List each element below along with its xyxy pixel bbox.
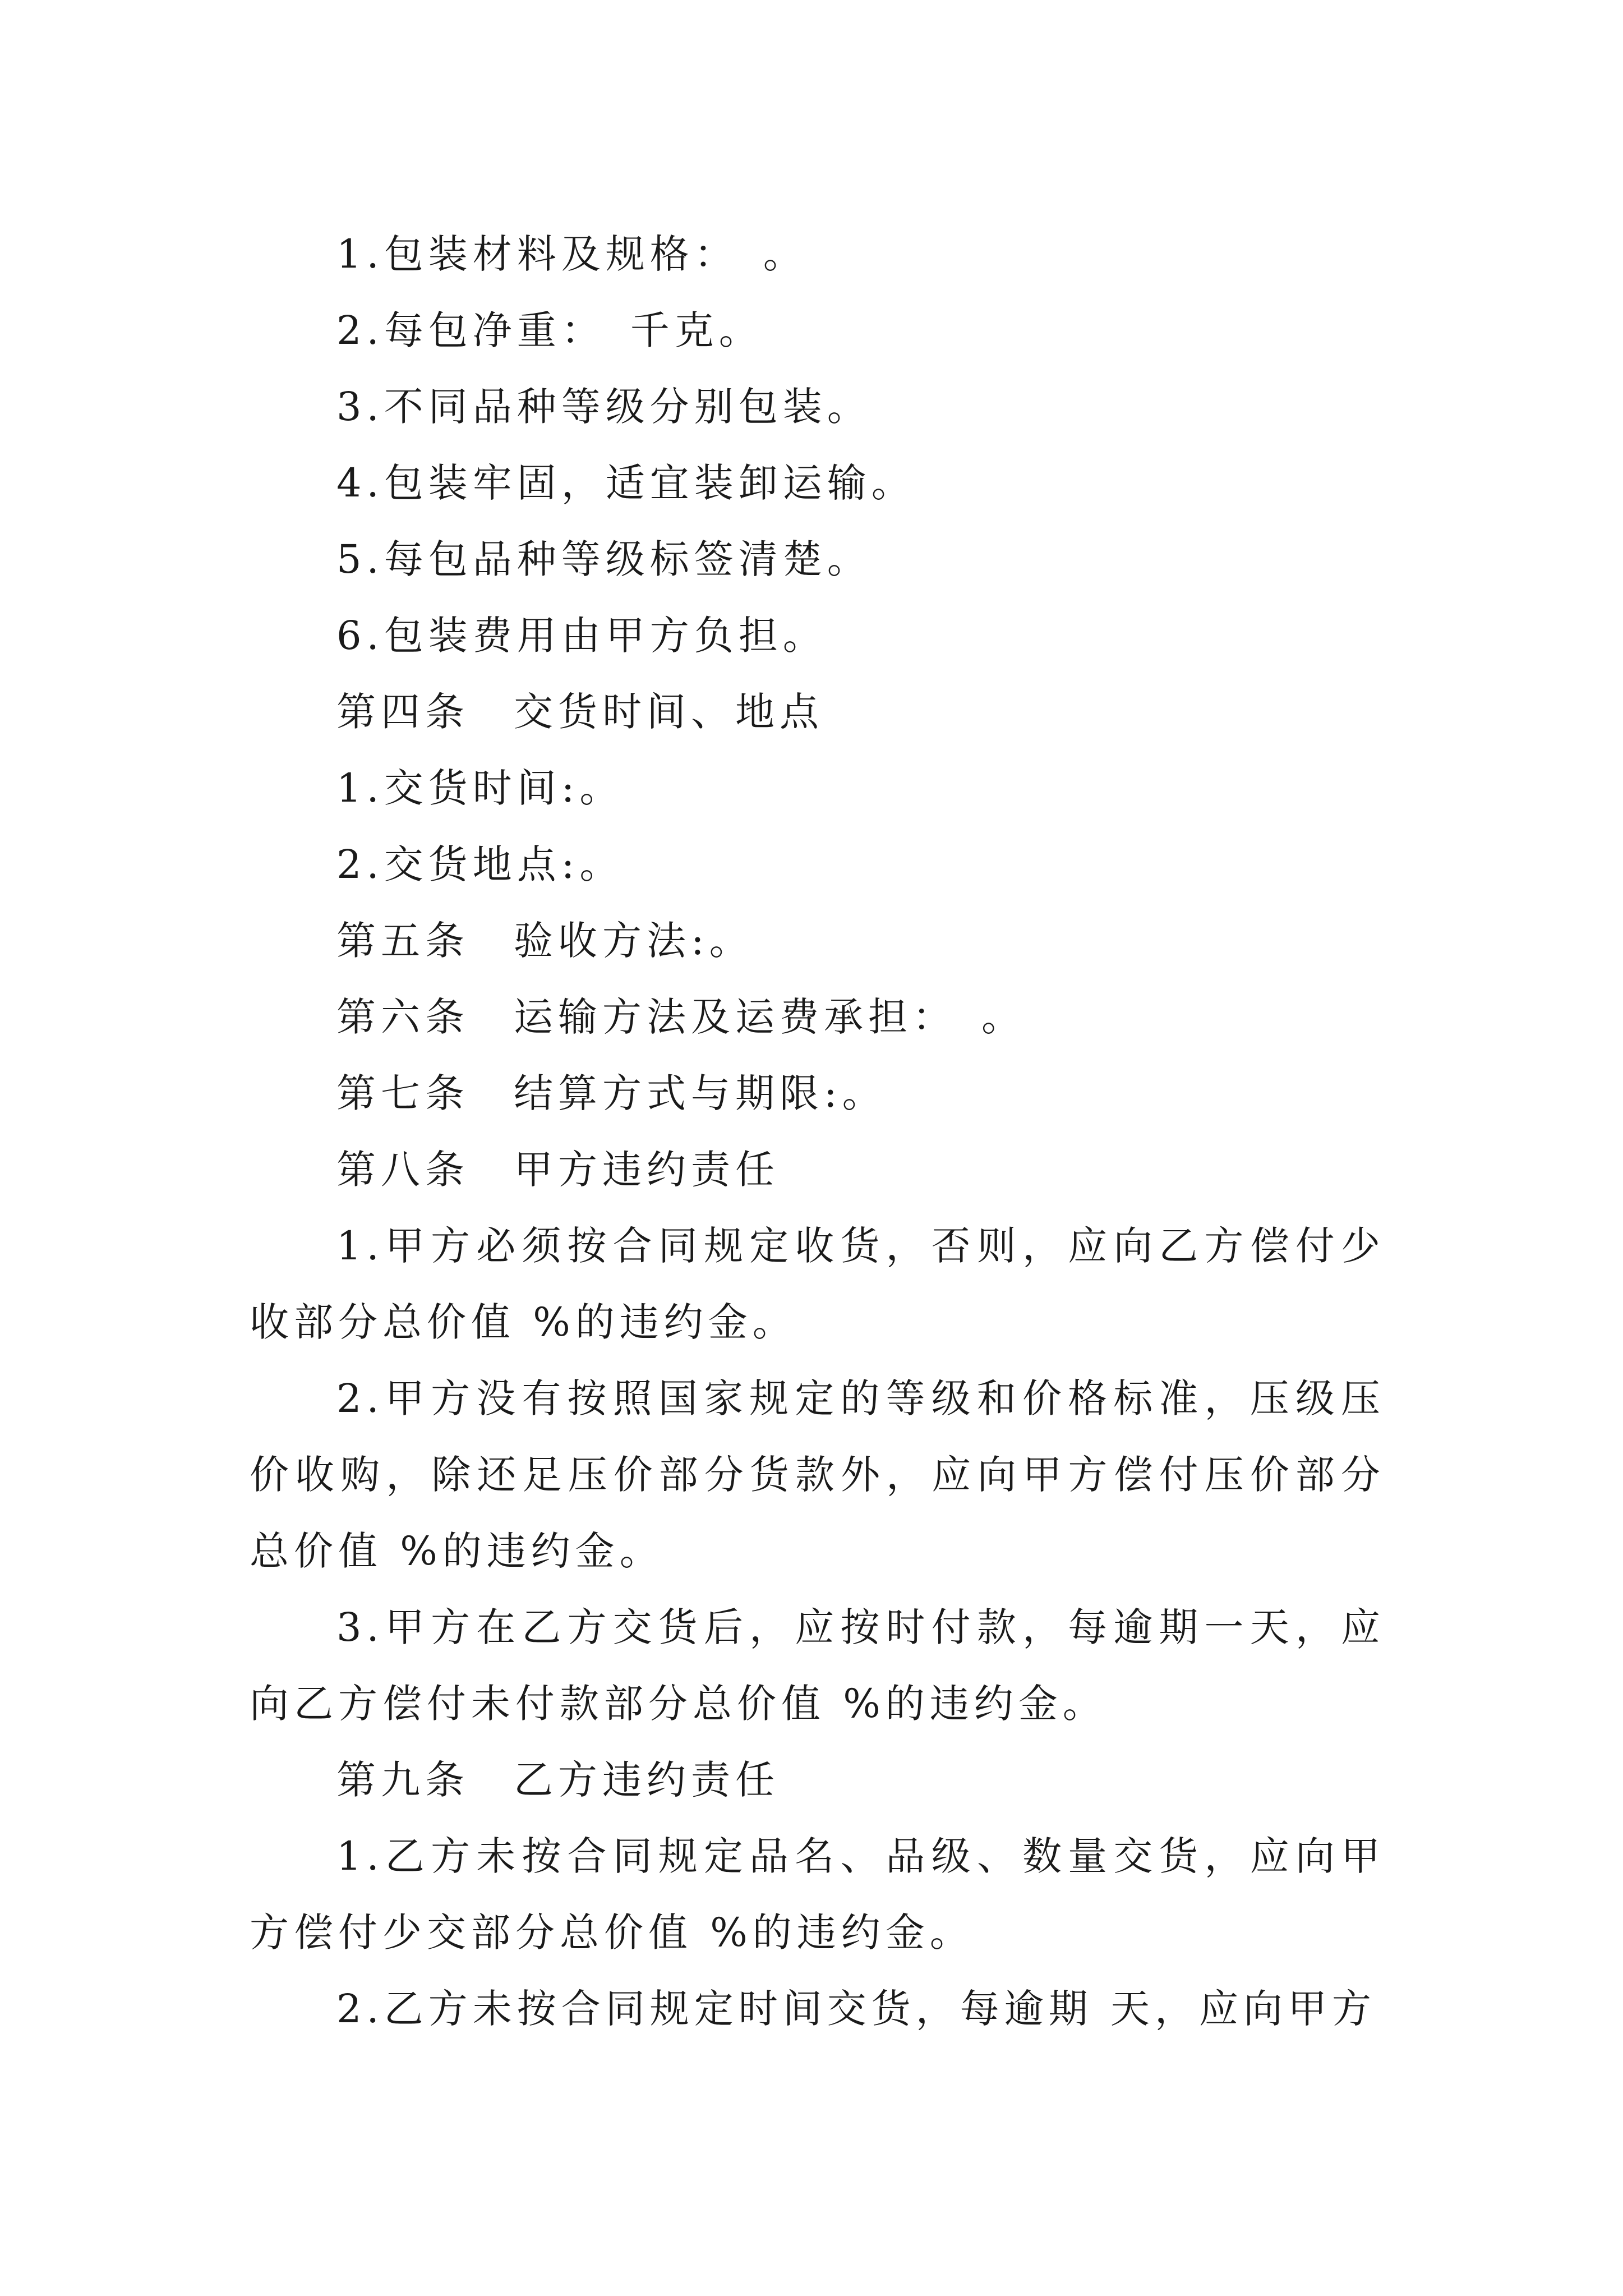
grade-packaging-item: 3.不同品种等级分别包装。: [336, 384, 872, 430]
party-b-liability-1: 1.乙方未按合同规定品名、品级、数量交货，应向甲方偿付少交部分总价值 %的违约金。: [250, 1833, 1385, 1955]
document-body: [250, 216, 1385, 2047]
party-a-liability-3: 3.甲方在乙方交货后，应按时付款，每逾期一天，应向乙方偿付未付款部分总价值 %的违约金。: [250, 1604, 1385, 1727]
delivery-place-item: 2.交货地点:。: [336, 841, 624, 887]
party-b-liability-2: 2.乙方未按合同规定时间交货，每逾期 天，应向甲方: [336, 1986, 1377, 2032]
article-9-heading: 第九条 乙方违约责任: [336, 1757, 780, 1803]
packaging-material-item: 1.包装材料及规格： 。: [336, 231, 808, 277]
packaging-strength-item: 4.包装牢固，适宜装卸运输。: [336, 460, 916, 506]
article-7-heading: 第七条 结算方式与期限:。: [336, 1070, 887, 1116]
net-weight-item: 2.每包净重： 千克。: [336, 307, 763, 353]
delivery-time-item: 1.交货时间:。: [336, 765, 624, 811]
party-a-liability-2: 2.甲方没有按照国家规定的等级和价格标准，压级压价收购，除还足压价部分货款外，应向甲方偿付压价部分总价值 %的违约金。: [250, 1375, 1385, 1574]
article-5-heading: 第五条 验收方法:。: [336, 918, 754, 964]
label-item: 5.每包品种等级标签清楚。: [336, 536, 872, 582]
party-a-liability-1: 1.甲方必须按合同规定收货，否则，应向乙方偿付少收部分总价值 %的违约金。: [250, 1223, 1385, 1345]
article-6-heading: 第六条 运输方法及运费承担： 。: [336, 994, 1026, 1040]
article-4-heading: 第四条 交货时间、地点: [336, 689, 824, 735]
packaging-cost-item: 6.包装费用由甲方负担。: [336, 613, 827, 659]
article-8-heading: 第八条 甲方违约责任: [336, 1147, 780, 1193]
